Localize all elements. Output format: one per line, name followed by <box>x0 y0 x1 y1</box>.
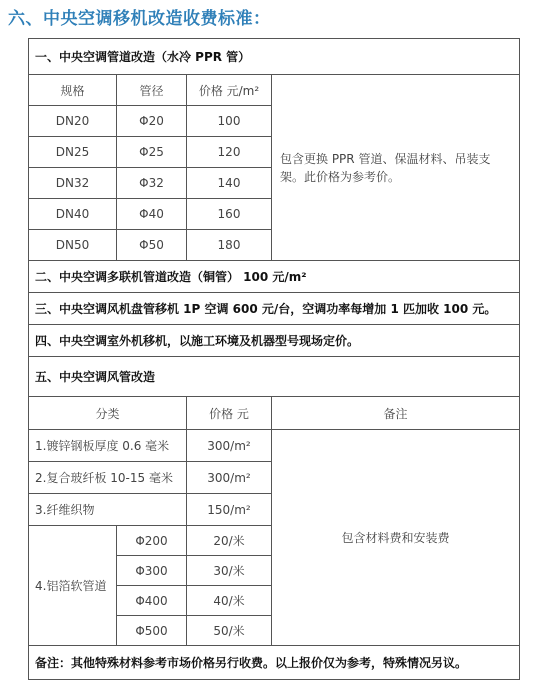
price-table <box>28 38 520 680</box>
header-price: 价格 元 <box>187 397 272 430</box>
category-cell: 3.纤维织物 <box>29 494 187 526</box>
size-cell: Φ300 <box>117 556 187 586</box>
section-5-note: 包含材料费和安装费 <box>272 430 520 646</box>
header-category: 分类 <box>29 397 187 430</box>
price-cell: 30/米 <box>187 556 272 586</box>
category-cell: 2.复合玻纤板 10-15 毫米 <box>29 462 187 494</box>
price-cell: 140 <box>187 168 272 199</box>
price-cell: 50/米 <box>187 616 272 646</box>
header-remark: 备注 <box>272 397 520 430</box>
price-cell: 300/m² <box>187 462 272 494</box>
spec-cell: DN50 <box>29 230 117 261</box>
spec-cell: DN20 <box>29 106 117 137</box>
category-cell: 4.铝箔软管道 <box>29 526 117 646</box>
spec-cell: DN25 <box>29 137 117 168</box>
price-cell: 160 <box>187 199 272 230</box>
price-cell: 180 <box>187 230 272 261</box>
price-cell: 40/米 <box>187 586 272 616</box>
diameter-cell: Φ50 <box>117 230 187 261</box>
price-cell: 300/m² <box>187 430 272 462</box>
diameter-cell: Φ32 <box>117 168 187 199</box>
size-cell: Φ400 <box>117 586 187 616</box>
size-cell: Φ200 <box>117 526 187 556</box>
header-diameter: 管径 <box>117 75 187 106</box>
price-cell: 20/米 <box>187 526 272 556</box>
size-cell: Φ500 <box>117 616 187 646</box>
footer-note: 备注：其他特殊材料参考市场价格另行收费。以上报价仅为参考，特殊情况另议。 <box>29 646 520 680</box>
diameter-cell: Φ40 <box>117 199 187 230</box>
section-1-title: 一、中央空调管道改造（水冷 PPR 管） <box>29 39 520 75</box>
section-5-title: 五、中央空调风管改造 <box>29 357 520 397</box>
section-2: 二、中央空调多联机管道改造（铜管） 100 元/m² <box>29 261 520 293</box>
category-cell: 1.镀锌钢板厚度 0.6 毫米 <box>29 430 187 462</box>
header-spec: 规格 <box>29 75 117 106</box>
diameter-cell: Φ20 <box>117 106 187 137</box>
section-4: 四、中央空调室外机移机，以施工环境及机器型号现场定价。 <box>29 325 520 357</box>
spec-cell: DN40 <box>29 199 117 230</box>
diameter-cell: Φ25 <box>117 137 187 168</box>
price-cell: 120 <box>187 137 272 168</box>
spec-cell: DN32 <box>29 168 117 199</box>
section-3: 三、中央空调风机盘管移机 1P 空调 600 元/台，空调功率每增加 1 匹加收 100 元。 <box>29 293 520 325</box>
header-price: 价格 元/m² <box>187 75 272 106</box>
page-heading: 六、中央空调移机改造收费标准： <box>8 9 271 29</box>
section-1-note: 包含更换 PPR 管道、保温材料、吊装支架。此价格为参考价。 <box>272 75 520 261</box>
price-cell: 150/m² <box>187 494 272 526</box>
price-cell: 100 <box>187 106 272 137</box>
